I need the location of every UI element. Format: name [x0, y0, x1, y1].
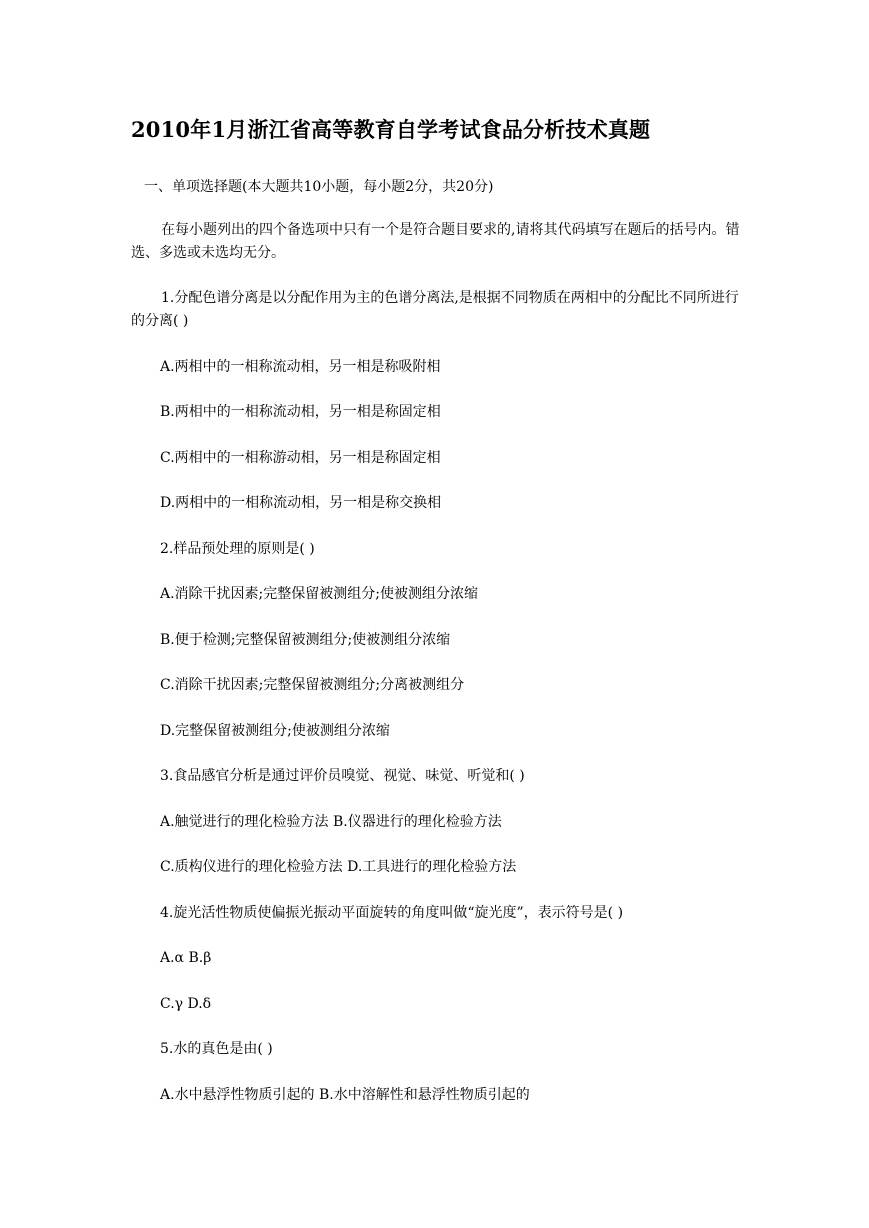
- question-2-option-a: A.消除干扰因素;完整保留被测组分;使被测组分浓缩: [160, 586, 478, 602]
- question-3-options-ab: A.触觉进行的理化检验方法 B.仪器进行的理化检验方法: [160, 814, 502, 830]
- question-5-stem: 5.水的真色是由( ): [160, 1041, 273, 1057]
- question-1-option-d: D.两相中的一相称流动相，另一相是称交换相: [160, 495, 442, 511]
- question-1-option-c: C.两相中的一相称游动相，另一相是称固定相: [160, 450, 441, 466]
- question-2-option-d: D.完整保留被测组分;使被测组分浓缩: [160, 723, 390, 739]
- question-2-stem: 2.样品预处理的原则是( ): [160, 541, 315, 557]
- question-1-option-b: B.两相中的一相称流动相，另一相是称固定相: [160, 404, 441, 420]
- question-3-options-cd: C.质构仪进行的理化检验方法 D.工具进行的理化检验方法: [160, 859, 517, 875]
- instructions-paragraph: 在每小题列出的四个备选项中只有一个是符合题目要求的,请将其代码填写在题后的括号内。错选、多选或未选均无分。: [131, 222, 740, 261]
- question-2-option-b: B.便于检测;完整保留被测组分;使被测组分浓缩: [160, 632, 451, 648]
- question-2-option-c: C.消除干扰因素;完整保留被测组分;分离被测组分: [160, 677, 465, 693]
- document-title: 2010年1月浙江省高等教育自学考试食品分析技术真题: [131, 117, 651, 142]
- section-header: 一、单项选择题(本大题共10小题，每小题2分，共20分): [144, 179, 494, 195]
- question-1-stem: 1.分配色谱分离是以分配作用为主的色谱分离法,是根据不同物质在两相中的分配比不同所进行的分离( ): [131, 290, 739, 329]
- question-3-stem: 3.食品感官分析是通过评价员嗅觉、视觉、味觉、听觉和( ): [160, 768, 525, 784]
- question-4-options-ab: A.α B.β: [160, 950, 212, 966]
- question-4-stem: 4.旋光活性物质使偏振光振动平面旋转的角度叫做“旋光度”，表示符号是( ): [160, 905, 624, 921]
- question-4-options-cd: C.γ D.δ: [160, 996, 212, 1012]
- question-5-options-ab: A.水中悬浮性物质引起的 B.水中溶解性和悬浮性物质引起的: [160, 1087, 530, 1103]
- question-1-option-a: A.两相中的一相称流动相，另一相是称吸附相: [160, 359, 441, 375]
